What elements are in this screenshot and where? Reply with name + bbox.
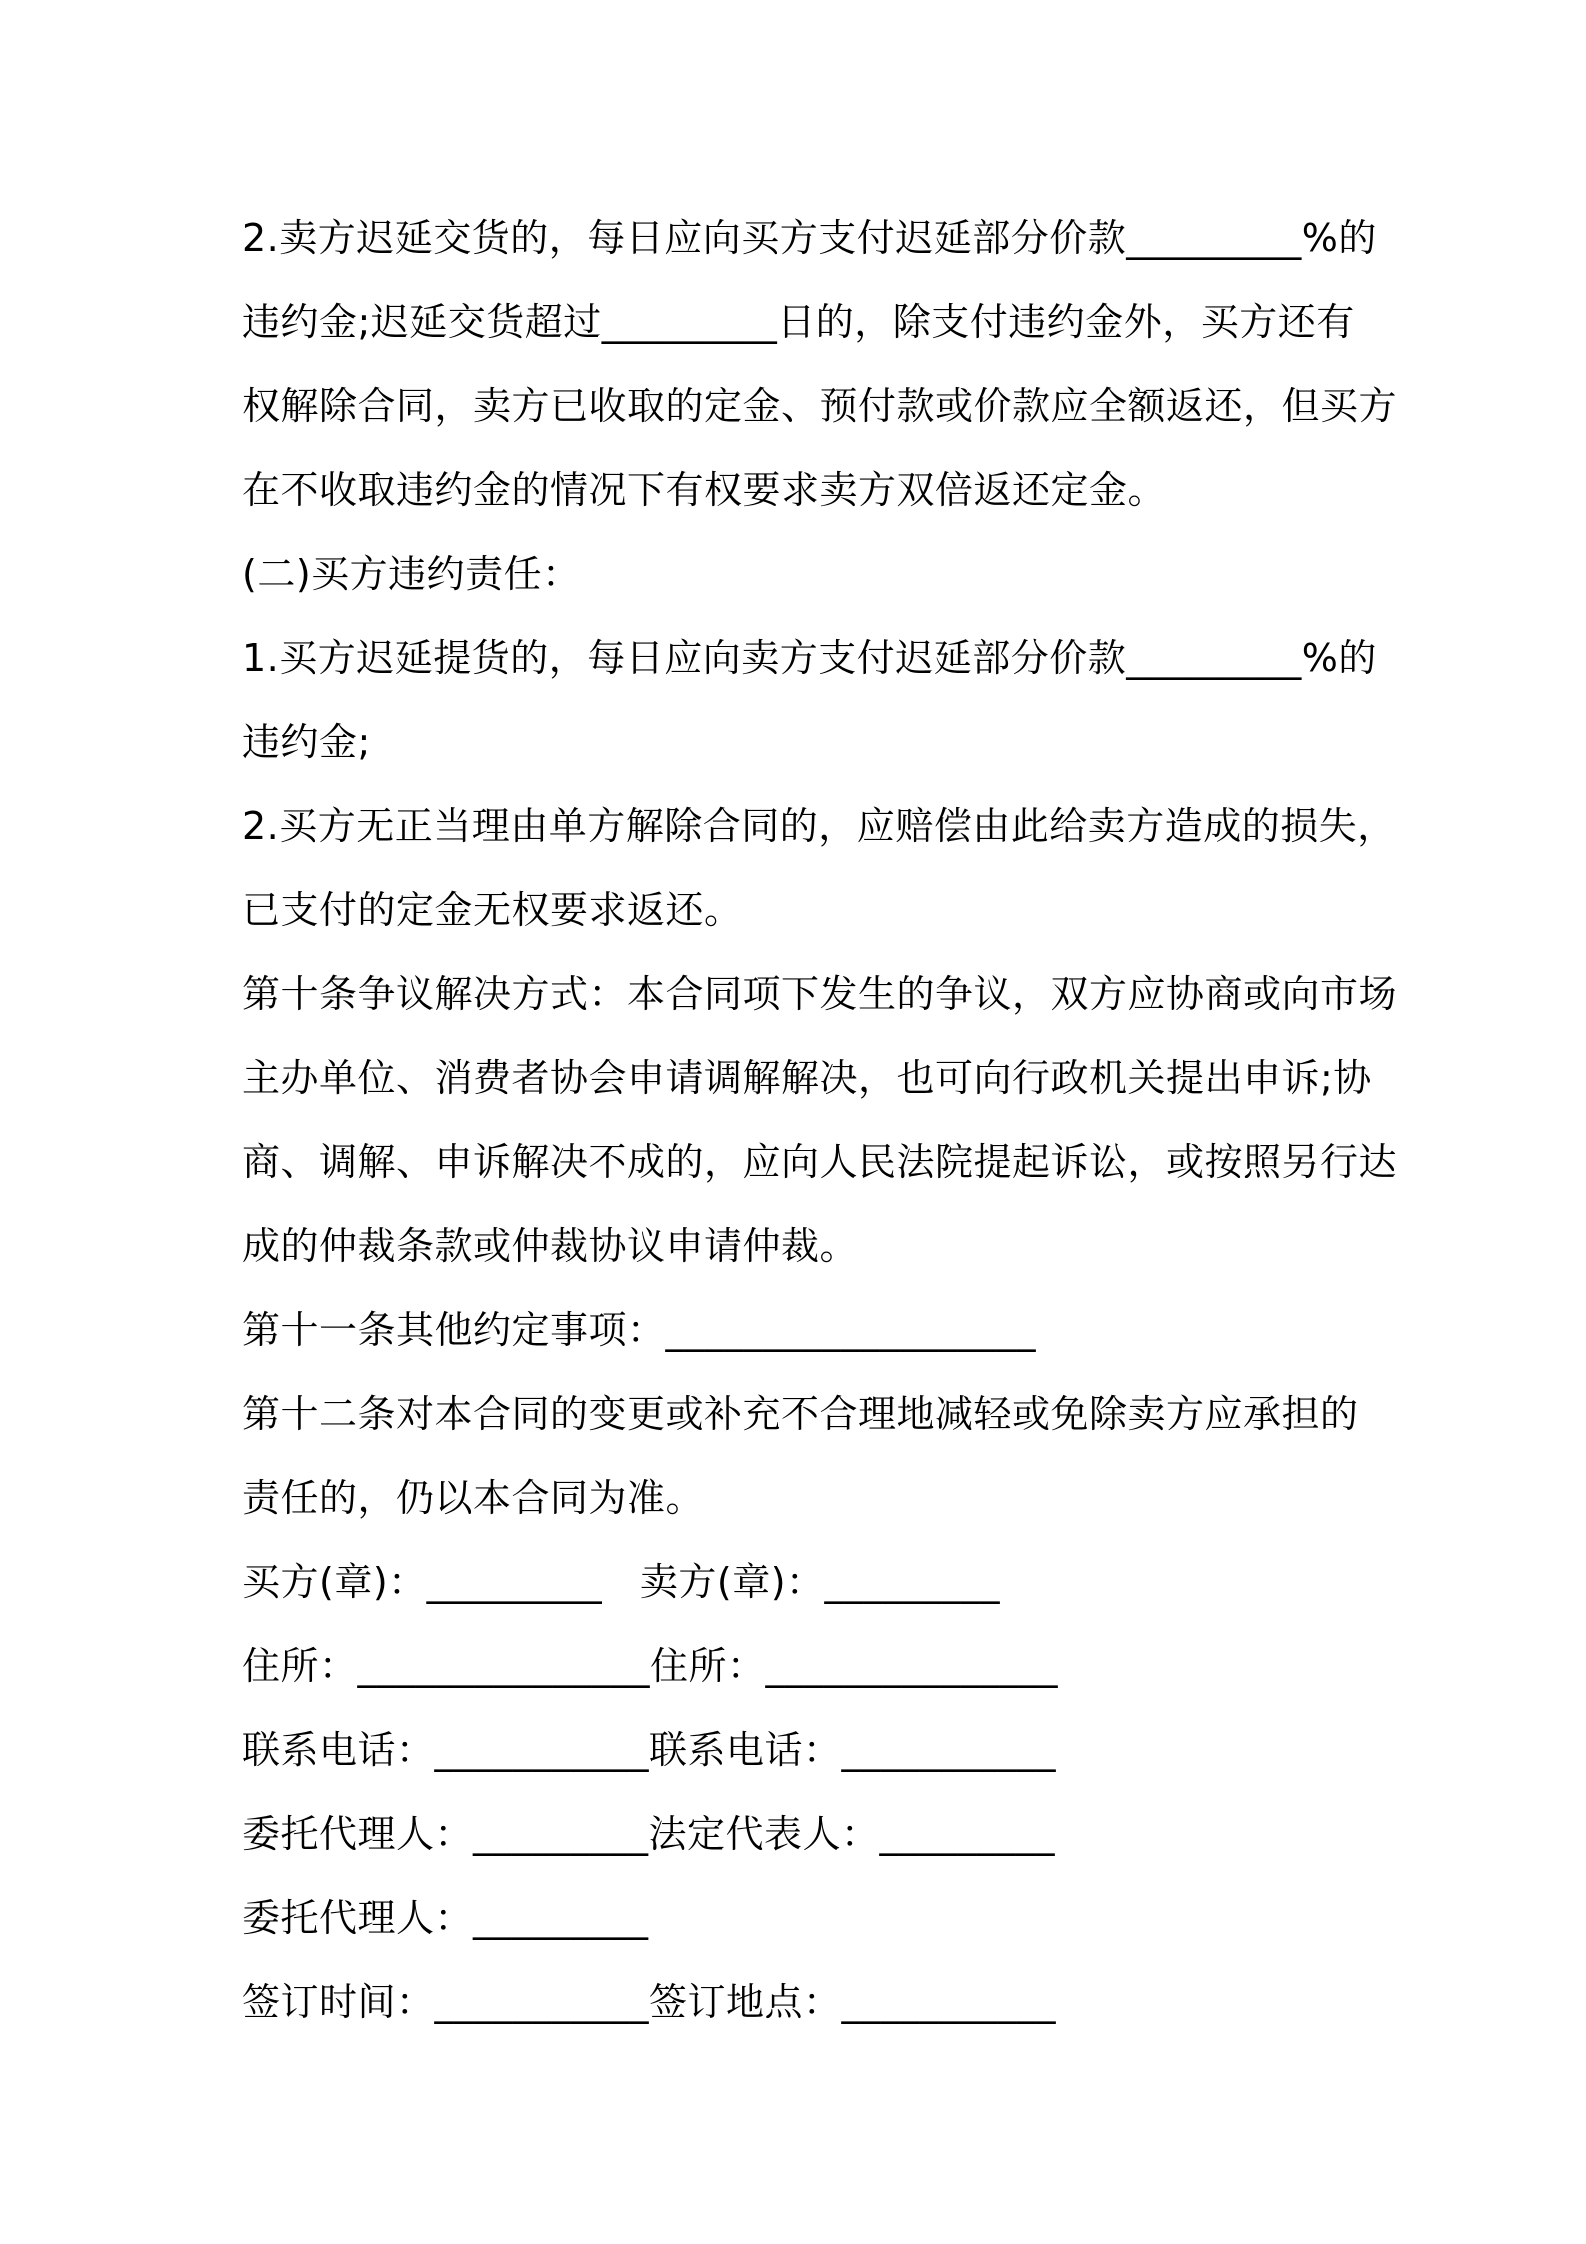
text-line: 责任的，仍以本合同为准。 <box>242 1476 705 1520</box>
contract-page <box>242 196 1398 2044</box>
text-line: 权解除合同，卖方已收取的定金、预付款或价款应全额返还，但买方 <box>242 384 1398 428</box>
text-line: 2.卖方迟延交货的，每日应向买方支付迟延部分价款_________%的 <box>242 216 1377 260</box>
text-line: 主办单位、消费者协会申请调解解决，也可向行政机关提出申诉;协 <box>242 1056 1372 1100</box>
article-eleven: 第十一条其他约定事项：___________________ <box>242 1308 1037 1352</box>
article-ten: 第十条争议解决方式：本合同项下发生的争议，双方应协商或向市场 <box>242 972 1398 1016</box>
text-line: 在不收取违约金的情况下有权要求卖方双倍返还定金。 <box>242 468 1167 512</box>
text-line: 违约金;迟延交货超过_________日的，除支付违约金外，买方还有 <box>242 300 1355 344</box>
section-heading: (二)买方违约责任： <box>242 552 581 596</box>
text-line: 违约金; <box>242 720 371 764</box>
text-line: 2.买方无正当理由单方解除合同的，应赔偿由此给卖方造成的损失， <box>242 804 1396 848</box>
signature-parties: 买方(章)：_________ 卖方(章)：_________ <box>242 1560 1001 1604</box>
article-twelve: 第十二条对本合同的变更或补充不合理地减轻或免除卖方应承担的 <box>242 1392 1359 1436</box>
text-line: 已支付的定金无权要求返还。 <box>242 888 743 932</box>
text-line: 1.买方迟延提货的，每日应向卖方支付迟延部分价款_________%的 <box>242 636 1377 680</box>
signature-agent: 委托代理人：_________ <box>242 1896 649 1940</box>
text-line: 成的仲裁条款或仲裁协议申请仲裁。 <box>242 1224 859 1268</box>
signature-agent-representative: 委托代理人：_________法定代表人：_________ <box>242 1812 1056 1856</box>
text-line: 商、调解、申诉解决不成的，应向人民法院提起诉讼，或按照另行达 <box>242 1140 1398 1184</box>
signature-address: 住所：_______________住所：_______________ <box>242 1644 1059 1688</box>
signature-time-place: 签订时间：___________签订地点：___________ <box>242 1980 1057 2024</box>
signature-phone: 联系电话：___________联系电话：___________ <box>242 1728 1057 1772</box>
